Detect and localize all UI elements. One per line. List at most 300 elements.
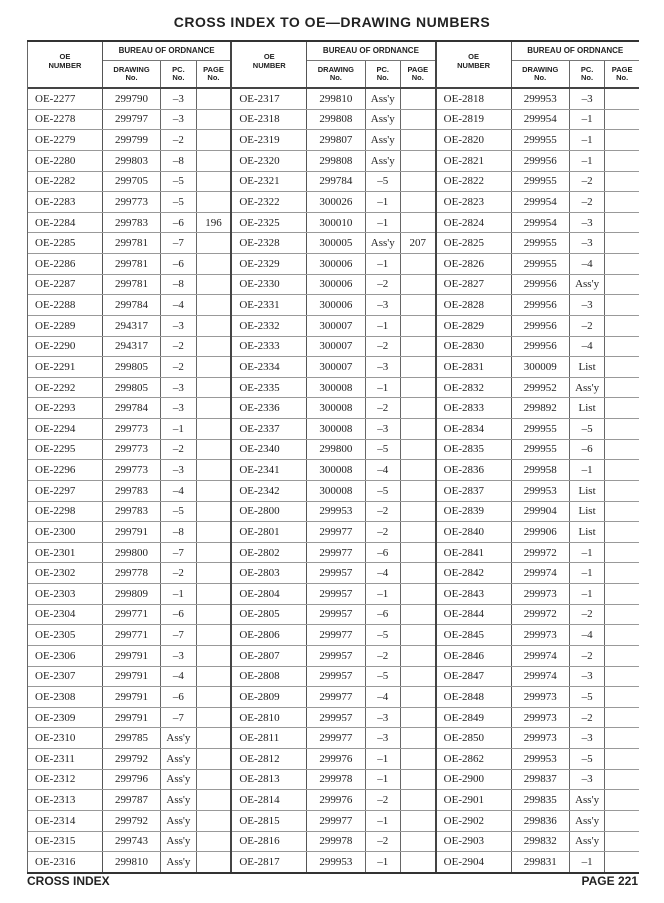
page-number (197, 605, 231, 625)
table-row (28, 378, 230, 399)
table-row (437, 543, 639, 564)
drawing-number: 299976 (307, 790, 365, 810)
page-number (197, 728, 231, 748)
pc-number: –2 (570, 646, 605, 666)
table-row (28, 337, 230, 358)
drawing-number: 294317 (103, 337, 161, 357)
page-number (401, 275, 435, 295)
page-number (197, 811, 231, 831)
table-row (437, 584, 639, 605)
page-number (197, 295, 231, 315)
table-row (232, 110, 434, 131)
pc-number: –3 (366, 419, 401, 439)
pc-number: –4 (366, 563, 401, 583)
oe-number: OE-2842 (437, 563, 512, 583)
table-row (232, 440, 434, 461)
oe-number: OE-2811 (232, 728, 307, 748)
page-number (197, 852, 231, 872)
oe-number: OE-2337 (232, 419, 307, 439)
table-row (28, 89, 230, 110)
drawing-number: 299973 (512, 728, 570, 748)
pc-number: –3 (161, 460, 196, 480)
drawing-number: 300008 (307, 398, 365, 418)
page-number (401, 749, 435, 769)
table-header (437, 42, 639, 89)
pc-number: Ass'y (570, 811, 605, 831)
drawing-number: 294317 (103, 316, 161, 336)
oe-number: OE-2296 (28, 460, 103, 480)
pc-number: –1 (570, 543, 605, 563)
page-number (401, 584, 435, 604)
drawing-number: 299784 (103, 398, 161, 418)
page-number (605, 213, 639, 233)
pc-number: –2 (366, 502, 401, 522)
drawing-number: 299783 (103, 481, 161, 501)
page-number (605, 110, 639, 130)
pc-number: –2 (366, 337, 401, 357)
oe-number: OE-2292 (28, 378, 103, 398)
oe-number: OE-2807 (232, 646, 307, 666)
oe-number: OE-2836 (437, 460, 512, 480)
table-row (232, 605, 434, 626)
pc-number: Ass'y (570, 790, 605, 810)
page-number (401, 192, 435, 212)
oe-number: OE-2816 (232, 832, 307, 852)
oe-number: OE-2325 (232, 213, 307, 233)
page-number (605, 708, 639, 728)
pc-number: –2 (366, 832, 401, 852)
pc-number: –2 (161, 130, 196, 150)
oe-number: OE-2310 (28, 728, 103, 748)
drawing-number: 299832 (512, 832, 570, 852)
oe-number: OE-2831 (437, 357, 512, 377)
oe-number: OE-2843 (437, 584, 512, 604)
pc-number: –1 (570, 563, 605, 583)
drawing-number: 299800 (103, 543, 161, 563)
pc-number: –5 (570, 687, 605, 707)
drawing-number: 299784 (103, 295, 161, 315)
page-title: CROSS INDEX TO OE—DRAWING NUMBERS (173, 14, 491, 30)
page-number (605, 832, 639, 852)
pc-number: –8 (161, 522, 196, 542)
page-number (197, 337, 231, 357)
drawing-number: 299791 (103, 646, 161, 666)
oe-number: OE-2305 (28, 625, 103, 645)
page-number (605, 254, 639, 274)
pc-number: –5 (570, 749, 605, 769)
table-row (232, 398, 434, 419)
header-oe-number: OE NUMBER (437, 42, 512, 87)
oe-number: OE-2308 (28, 687, 103, 707)
pc-number: –3 (161, 398, 196, 418)
pc-number: Ass'y (570, 832, 605, 852)
table-panel-3 (437, 42, 639, 872)
table-row (437, 440, 639, 461)
oe-number: OE-2295 (28, 440, 103, 460)
page-number (605, 172, 639, 192)
table-row (437, 832, 639, 853)
table-row (232, 89, 434, 110)
pc-number: Ass'y (161, 811, 196, 831)
table-row (28, 192, 230, 213)
table-row (437, 337, 639, 358)
page-number (605, 460, 639, 480)
pc-number: Ass'y (161, 770, 196, 790)
oe-number: OE-2901 (437, 790, 512, 810)
drawing-number: 299955 (512, 130, 570, 150)
drawing-number: 299791 (103, 687, 161, 707)
page-number (401, 460, 435, 480)
oe-number: OE-2294 (28, 419, 103, 439)
table-row (232, 811, 434, 832)
table-row (28, 419, 230, 440)
oe-number: OE-2848 (437, 687, 512, 707)
pc-number: –3 (366, 357, 401, 377)
pc-number: –2 (570, 708, 605, 728)
page-number (197, 646, 231, 666)
oe-number: OE-2331 (232, 295, 307, 315)
pc-number: List (570, 357, 605, 377)
page-number (605, 337, 639, 357)
pc-number: –6 (366, 605, 401, 625)
table-row (437, 295, 639, 316)
oe-number: OE-2903 (437, 832, 512, 852)
table-row (232, 522, 434, 543)
oe-number: OE-2809 (232, 687, 307, 707)
table-row (232, 728, 434, 749)
pc-number: –7 (161, 708, 196, 728)
pc-number: –3 (570, 295, 605, 315)
page-number: 207 (409, 237, 427, 250)
table-row (437, 667, 639, 688)
drawing-number: 299773 (103, 440, 161, 460)
page-number (605, 687, 639, 707)
pc-number: List (570, 502, 605, 522)
drawing-number: 299796 (103, 770, 161, 790)
drawing-number: 299773 (103, 419, 161, 439)
table-row (437, 254, 639, 275)
header-drawing-no: DRAWING No. (307, 61, 365, 87)
page-number (197, 398, 231, 418)
pc-number: –3 (161, 316, 196, 336)
table-row (232, 172, 434, 193)
oe-number: OE-2333 (232, 337, 307, 357)
oe-number: OE-2818 (437, 89, 512, 109)
page-number (197, 749, 231, 769)
table-row (28, 770, 230, 791)
oe-number: OE-2314 (28, 811, 103, 831)
oe-number: OE-2300 (28, 522, 103, 542)
page-number (401, 832, 435, 852)
drawing-number: 299974 (512, 563, 570, 583)
table-row (232, 192, 434, 213)
table-header (28, 42, 230, 89)
table-row (437, 563, 639, 584)
pc-number: –1 (366, 192, 401, 212)
drawing-number: 299771 (103, 605, 161, 625)
page-number (197, 254, 231, 274)
drawing-number: 299805 (103, 357, 161, 377)
drawing-number: 299956 (512, 275, 570, 295)
pc-number: –1 (570, 151, 605, 171)
drawing-number: 299977 (307, 811, 365, 831)
oe-number: OE-2849 (437, 708, 512, 728)
table-row (232, 357, 434, 378)
page-number (605, 316, 639, 336)
drawing-number: 300007 (307, 337, 365, 357)
pc-number: –7 (161, 543, 196, 563)
drawing-number: 299953 (512, 481, 570, 501)
oe-number: OE-2321 (232, 172, 307, 192)
table-row (437, 213, 639, 234)
page-number (197, 275, 231, 295)
drawing-number: 300008 (307, 481, 365, 501)
drawing-number: 299791 (103, 667, 161, 687)
page-number (401, 646, 435, 666)
drawing-number: 299803 (103, 151, 161, 171)
drawing-number: 299837 (512, 770, 570, 790)
page-number (605, 89, 639, 109)
oe-number: OE-2336 (232, 398, 307, 418)
drawing-number: 299773 (103, 192, 161, 212)
table-row (28, 130, 230, 151)
drawing-number: 299957 (307, 563, 365, 583)
pc-number: –5 (366, 625, 401, 645)
drawing-number: 299974 (512, 667, 570, 687)
table-row (437, 89, 639, 110)
drawing-number: 300006 (307, 275, 365, 295)
pc-number: –6 (161, 213, 196, 233)
oe-number: OE-2304 (28, 605, 103, 625)
page-number (605, 419, 639, 439)
oe-number: OE-2815 (232, 811, 307, 831)
oe-number: OE-2301 (28, 543, 103, 563)
drawing-number: 299797 (103, 110, 161, 130)
oe-number: OE-2823 (437, 192, 512, 212)
oe-number: OE-2334 (232, 357, 307, 377)
page-number (605, 398, 639, 418)
pc-number: –6 (161, 254, 196, 274)
oe-number: OE-2822 (437, 172, 512, 192)
table-row (437, 460, 639, 481)
oe-number: OE-2286 (28, 254, 103, 274)
oe-number: OE-2802 (232, 543, 307, 563)
table-row (232, 502, 434, 523)
oe-number: OE-2291 (28, 357, 103, 377)
header-oe-number: OE NUMBER (232, 42, 307, 87)
page-number (605, 192, 639, 212)
table-row (28, 275, 230, 296)
oe-number: OE-2320 (232, 151, 307, 171)
pc-number: Ass'y (366, 233, 401, 253)
page-number (605, 275, 639, 295)
table-row (232, 790, 434, 811)
drawing-number: 300008 (307, 378, 365, 398)
oe-number: OE-2303 (28, 584, 103, 604)
table-row (437, 316, 639, 337)
page-number (605, 749, 639, 769)
drawing-number: 299836 (512, 811, 570, 831)
table-row (28, 110, 230, 131)
drawing-number: 299958 (512, 460, 570, 480)
page-number (605, 852, 639, 872)
pc-number: –3 (161, 378, 196, 398)
pc-number: –1 (366, 254, 401, 274)
oe-number: OE-2862 (437, 749, 512, 769)
header-pc-no: PC. No. (161, 61, 196, 87)
header-bureau-group (103, 42, 230, 87)
table-row (28, 790, 230, 811)
drawing-number: 299977 (307, 625, 365, 645)
drawing-number: 299799 (103, 130, 161, 150)
table-row (28, 811, 230, 832)
table-row (232, 337, 434, 358)
pc-number: –1 (366, 316, 401, 336)
pc-number: –6 (570, 440, 605, 460)
oe-number: OE-2290 (28, 337, 103, 357)
oe-number: OE-2847 (437, 667, 512, 687)
table-row (437, 419, 639, 440)
drawing-number: 299977 (307, 687, 365, 707)
pc-number: Ass'y (366, 89, 401, 109)
pc-number: Ass'y (161, 728, 196, 748)
page-number (605, 563, 639, 583)
pc-number: –2 (570, 172, 605, 192)
oe-number: OE-2827 (437, 275, 512, 295)
oe-number: OE-2806 (232, 625, 307, 645)
drawing-number: 300010 (307, 213, 365, 233)
drawing-number: 299956 (512, 295, 570, 315)
oe-number: OE-2837 (437, 481, 512, 501)
drawing-number: 299973 (512, 584, 570, 604)
table-row (232, 584, 434, 605)
pc-number: –3 (570, 770, 605, 790)
drawing-number: 299955 (512, 440, 570, 460)
pc-number: –1 (366, 852, 401, 872)
table-row (437, 749, 639, 770)
drawing-number: 299808 (307, 151, 365, 171)
drawing-number: 300026 (307, 192, 365, 212)
pc-number: –4 (366, 460, 401, 480)
drawing-number: 299810 (307, 89, 365, 109)
table-row (232, 460, 434, 481)
oe-number: OE-2298 (28, 502, 103, 522)
drawing-number: 299973 (512, 687, 570, 707)
table-row (28, 667, 230, 688)
oe-number: OE-2835 (437, 440, 512, 460)
drawing-number: 299954 (512, 213, 570, 233)
page-number (401, 625, 435, 645)
table-row (28, 172, 230, 193)
drawing-number: 299781 (103, 233, 161, 253)
pc-number: –3 (161, 110, 196, 130)
header-pc-no: PC. No. (366, 61, 401, 87)
page-number (605, 502, 639, 522)
header-bureau-of-ordnance: BUREAU OF ORDNANCE (307, 42, 434, 61)
page-number (401, 357, 435, 377)
header-page-no: PAGE No. (611, 65, 633, 82)
drawing-number: 299957 (307, 584, 365, 604)
drawing-number: 299956 (512, 316, 570, 336)
header-bureau-group (307, 42, 434, 87)
oe-number: OE-2277 (28, 89, 103, 109)
pc-number: –3 (366, 728, 401, 748)
page-number (197, 357, 231, 377)
table-row (28, 625, 230, 646)
oe-number: OE-2812 (232, 749, 307, 769)
pc-number: –1 (570, 852, 605, 872)
page-number (401, 687, 435, 707)
table-row (232, 687, 434, 708)
table-row (437, 502, 639, 523)
drawing-number: 299783 (103, 502, 161, 522)
pc-number: –6 (161, 605, 196, 625)
drawing-number: 299978 (307, 770, 365, 790)
pc-number: –4 (161, 667, 196, 687)
oe-number: OE-2808 (232, 667, 307, 687)
pc-number: –3 (161, 646, 196, 666)
table-row (28, 584, 230, 605)
pc-number: –3 (570, 213, 605, 233)
pc-number: –2 (366, 522, 401, 542)
table-row (28, 502, 230, 523)
pc-number: –4 (570, 254, 605, 274)
drawing-number: 299957 (307, 646, 365, 666)
pc-number: Ass'y (366, 151, 401, 171)
drawing-number: 299957 (307, 667, 365, 687)
table-row (437, 708, 639, 729)
table-row (232, 295, 434, 316)
oe-number: OE-2278 (28, 110, 103, 130)
table-row (28, 151, 230, 172)
page-number (605, 522, 639, 542)
page-number (605, 646, 639, 666)
page-number (197, 110, 231, 130)
oe-number: OE-2341 (232, 460, 307, 480)
page-number (197, 151, 231, 171)
oe-number: OE-2342 (232, 481, 307, 501)
pc-number: –2 (570, 605, 605, 625)
table-row (232, 543, 434, 564)
oe-number: OE-2297 (28, 481, 103, 501)
oe-number: OE-2801 (232, 522, 307, 542)
table-row (232, 749, 434, 770)
table-row (28, 233, 230, 254)
drawing-number: 299973 (512, 708, 570, 728)
pc-number: –3 (570, 728, 605, 748)
table-row (232, 151, 434, 172)
table-row (232, 130, 434, 151)
pc-number: –1 (161, 584, 196, 604)
page-number (197, 522, 231, 542)
oe-number: OE-2306 (28, 646, 103, 666)
page-number (401, 481, 435, 501)
oe-number: OE-2332 (232, 316, 307, 336)
page-number (605, 667, 639, 687)
page-number (197, 563, 231, 583)
oe-number: OE-2283 (28, 192, 103, 212)
pc-number: –7 (161, 625, 196, 645)
drawing-number: 300005 (307, 233, 365, 253)
table-row (28, 481, 230, 502)
oe-number: OE-2315 (28, 832, 103, 852)
page-number (605, 728, 639, 748)
table-row (232, 275, 434, 296)
oe-number: OE-2832 (437, 378, 512, 398)
oe-number: OE-2319 (232, 130, 307, 150)
page-number (605, 584, 639, 604)
table-row (28, 295, 230, 316)
